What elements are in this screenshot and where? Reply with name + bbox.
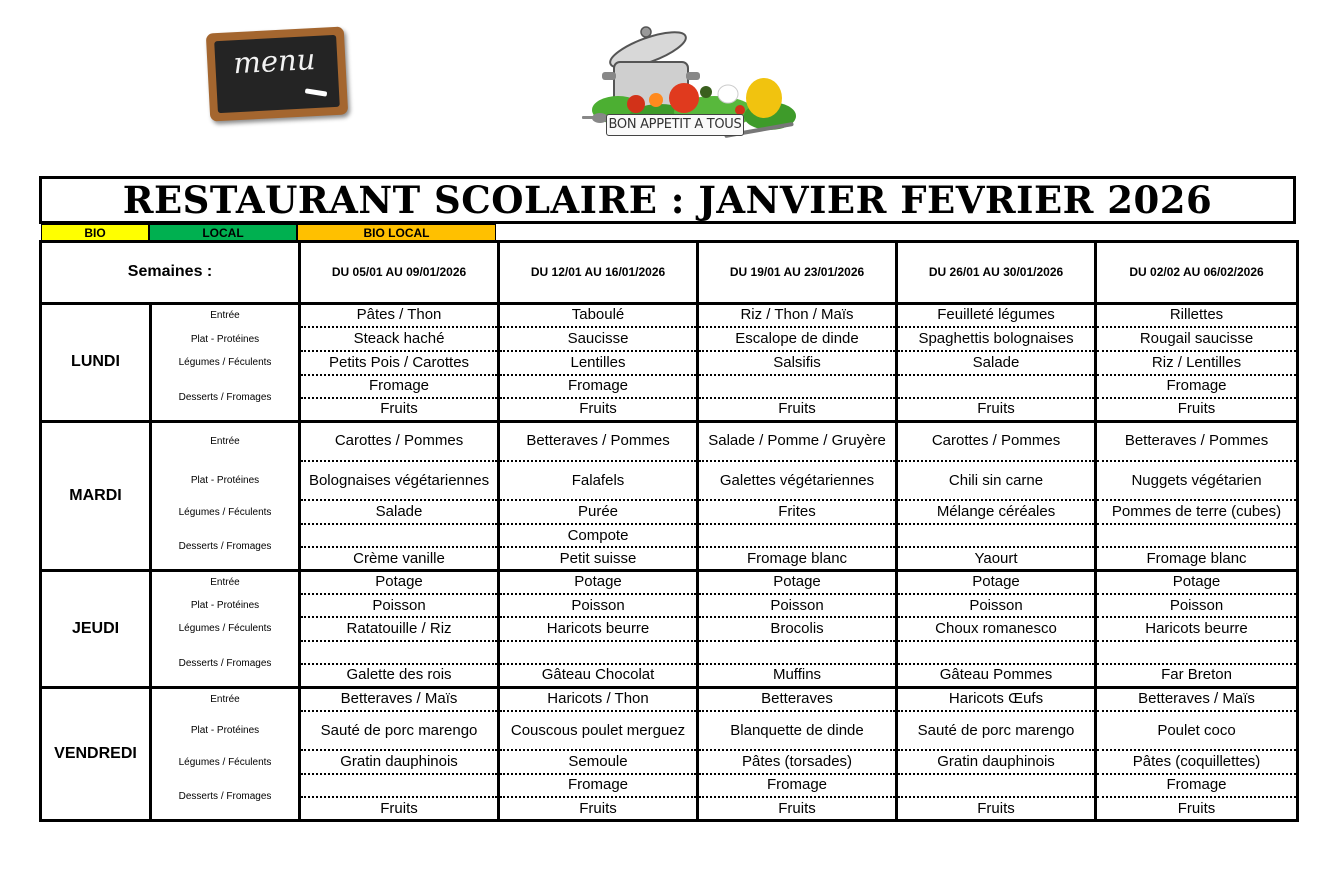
dish-cell: Potage (300, 571, 499, 594)
category-label: Desserts / Fromages (151, 524, 300, 571)
category-label: Plat - Protéines (151, 594, 300, 617)
dish-cell: Gratin dauphinois (897, 750, 1096, 773)
table-row (41, 351, 1298, 374)
dish-cell: Fruits (499, 797, 698, 820)
dish-cell: Poisson (1096, 594, 1298, 617)
table-row (41, 500, 1298, 523)
dish-cell (300, 774, 499, 797)
dish-cell: Fruits (698, 398, 897, 421)
dish-cell: Poisson (698, 594, 897, 617)
dish-cell: Pommes de terre (cubes) (1096, 500, 1298, 523)
dish-cell: Far Breton (1096, 664, 1298, 687)
dish-cell (300, 524, 499, 547)
week-header: DU 02/02 AU 06/02/2026 (1096, 242, 1298, 304)
chalkboard-surface (214, 35, 340, 113)
dish-cell: Fruits (499, 398, 698, 421)
week-header: DU 05/01 AU 09/01/2026 (300, 242, 499, 304)
category-label: Légumes / Féculents (151, 500, 300, 523)
day-label: MARDI (41, 421, 151, 570)
dish-cell: Brocolis (698, 617, 897, 640)
dish-cell: Yaourt (897, 547, 1096, 570)
category-label: Légumes / Féculents (151, 351, 300, 374)
dish-cell: Falafels (499, 461, 698, 501)
dish-cell: Fruits (300, 398, 499, 421)
dish-cell: Betteraves (698, 687, 897, 710)
category-label: Plat - Protéines (151, 711, 300, 751)
dish-cell: Fromage (1096, 774, 1298, 797)
dish-cell: Saucisse (499, 327, 698, 351)
category-label: Desserts / Fromages (151, 774, 300, 821)
dish-cell: Fruits (1096, 797, 1298, 820)
dish-cell: Potage (698, 571, 897, 594)
dish-cell: Blanquette de dinde (698, 711, 897, 751)
dish-cell: Fromage (499, 774, 698, 797)
dish-cell: Fruits (897, 398, 1096, 421)
dish-cell: Salade (300, 500, 499, 523)
category-label: Légumes / Féculents (151, 617, 300, 640)
dish-cell (1096, 524, 1298, 547)
dish-cell: Fruits (897, 797, 1096, 820)
table-row (41, 421, 1298, 461)
weekly-menu-table (39, 240, 1299, 822)
dish-cell: Spaghettis bolognaises (897, 327, 1096, 351)
dish-cell: Mélange céréales (897, 500, 1096, 523)
dish-cell (698, 524, 897, 547)
dish-cell: Betteraves / Pommes (499, 421, 698, 461)
table-row (41, 594, 1298, 617)
table-row (41, 571, 1298, 594)
dish-cell (300, 641, 499, 664)
dish-cell: Petits Pois / Carottes (300, 351, 499, 374)
legend-local: LOCAL (149, 224, 297, 241)
category-label: Légumes / Féculents (151, 750, 300, 773)
dish-cell (698, 641, 897, 664)
category-label: Desserts / Fromages (151, 641, 300, 688)
dish-cell: Salsifis (698, 351, 897, 374)
table-row (41, 774, 1298, 797)
dish-cell: Fromage (300, 375, 499, 398)
dish-cell: Gratin dauphinois (300, 750, 499, 773)
dish-cell: Carottes / Pommes (300, 421, 499, 461)
category-label: Entrée (151, 687, 300, 710)
dish-cell (897, 641, 1096, 664)
dish-cell: Rillettes (1096, 303, 1298, 326)
dish-cell: Lentilles (499, 351, 698, 374)
dish-cell: Fromage (499, 375, 698, 398)
dish-cell: Fruits (300, 797, 499, 820)
dish-cell: Galette des rois (300, 664, 499, 687)
dish-cell: Sauté de porc marengo (300, 711, 499, 751)
day-label: LUNDI (41, 303, 151, 421)
dish-cell: Rougail saucisse (1096, 327, 1298, 351)
dish-cell: Fromage (1096, 375, 1298, 398)
dish-cell (897, 524, 1096, 547)
dish-cell: Crème vanille (300, 547, 499, 570)
dish-cell: Ratatouille / Riz (300, 617, 499, 640)
dish-cell: Couscous poulet merguez (499, 711, 698, 751)
dish-cell: Choux romanesco (897, 617, 1096, 640)
table-row (41, 375, 1298, 398)
dish-cell: Feuilleté légumes (897, 303, 1096, 326)
dish-cell: Poisson (499, 594, 698, 617)
dish-cell: Fromage (698, 774, 897, 797)
dish-cell: Fromage blanc (698, 547, 897, 570)
category-label: Plat - Protéines (151, 327, 300, 351)
dish-cell: Semoule (499, 750, 698, 773)
dish-cell: Bolognaises végétariennes (300, 461, 499, 501)
dish-cell: Frites (698, 500, 897, 523)
dish-cell: Salade (897, 351, 1096, 374)
dish-cell: Fromage blanc (1096, 547, 1298, 570)
dish-cell: Riz / Thon / Maïs (698, 303, 897, 326)
semaines-label: Semaines : (41, 242, 300, 304)
dish-cell: Betteraves / Maïs (300, 687, 499, 710)
dish-cell: Petit suisse (499, 547, 698, 570)
dish-cell: Haricots Œufs (897, 687, 1096, 710)
dish-cell: Riz / Lentilles (1096, 351, 1298, 374)
dish-cell (897, 774, 1096, 797)
dish-cell: Haricots / Thon (499, 687, 698, 710)
dish-cell: Chili sin carne (897, 461, 1096, 501)
dish-cell: Pâtes / Thon (300, 303, 499, 326)
bon-appetit-banner: BON APPETIT A TOUS (606, 114, 744, 136)
dish-cell: Pâtes (coquillettes) (1096, 750, 1298, 773)
table-row (41, 327, 1298, 351)
dish-cell: Salade / Pomme / Gruyère (698, 421, 897, 461)
table-row (41, 524, 1298, 547)
header-row (41, 242, 1298, 304)
dish-cell: Gâteau Pommes (897, 664, 1096, 687)
table-row (41, 461, 1298, 501)
category-label: Entrée (151, 571, 300, 594)
table-row (41, 687, 1298, 710)
table-row (41, 711, 1298, 751)
legend-bio-local: BIO LOCAL (297, 224, 496, 241)
dish-cell: Purée (499, 500, 698, 523)
dish-cell: Potage (499, 571, 698, 594)
dish-cell: Carottes / Pommes (897, 421, 1096, 461)
dish-cell: Sauté de porc marengo (897, 711, 1096, 751)
dish-cell: Haricots beurre (499, 617, 698, 640)
chalkboard-text: menu (232, 41, 317, 81)
dish-cell: Muffins (698, 664, 897, 687)
dish-cell: Taboulé (499, 303, 698, 326)
dish-cell: Potage (1096, 571, 1298, 594)
cooking-pot-logo (574, 22, 800, 152)
day-label: JEUDI (41, 571, 151, 688)
dish-cell: Poulet coco (1096, 711, 1298, 751)
dish-cell: Galettes végétariennes (698, 461, 897, 501)
dish-cell: Poisson (897, 594, 1096, 617)
dish-cell: Nuggets végétarien (1096, 461, 1298, 501)
category-label: Plat - Protéines (151, 461, 300, 501)
chalk-piece (305, 88, 328, 96)
category-label: Desserts / Fromages (151, 375, 300, 422)
category-label: Entrée (151, 303, 300, 326)
dish-cell (897, 375, 1096, 398)
dish-cell: Steack haché (300, 327, 499, 351)
dish-cell: Pâtes (torsades) (698, 750, 897, 773)
dish-cell: Potage (897, 571, 1096, 594)
category-label: Entrée (151, 421, 300, 461)
dish-cell (499, 641, 698, 664)
table-row (41, 750, 1298, 773)
dish-cell: Gâteau Chocolat (499, 664, 698, 687)
dish-cell: Escalope de dinde (698, 327, 897, 351)
week-header: DU 19/01 AU 23/01/2026 (698, 242, 897, 304)
legend-bio: BIO (41, 224, 149, 241)
week-header: DU 26/01 AU 30/01/2026 (897, 242, 1096, 304)
dish-cell: Betteraves / Maïs (1096, 687, 1298, 710)
dish-cell: Haricots beurre (1096, 617, 1298, 640)
week-header: DU 12/01 AU 16/01/2026 (499, 242, 698, 304)
dish-cell: Betteraves / Pommes (1096, 421, 1298, 461)
menu-chalkboard-logo (206, 26, 348, 121)
table-row (41, 303, 1298, 326)
day-label: VENDREDI (41, 687, 151, 820)
dish-cell: Fruits (1096, 398, 1298, 421)
table-row (41, 617, 1298, 640)
dish-cell: Poisson (300, 594, 499, 617)
dish-cell (698, 375, 897, 398)
table-row (41, 641, 1298, 664)
dish-cell (1096, 641, 1298, 664)
dish-cell: Compote (499, 524, 698, 547)
page-title: RESTAURANT SCOLAIRE : JANVIER FEVRIER 2026 (39, 176, 1296, 224)
dish-cell: Fruits (698, 797, 897, 820)
